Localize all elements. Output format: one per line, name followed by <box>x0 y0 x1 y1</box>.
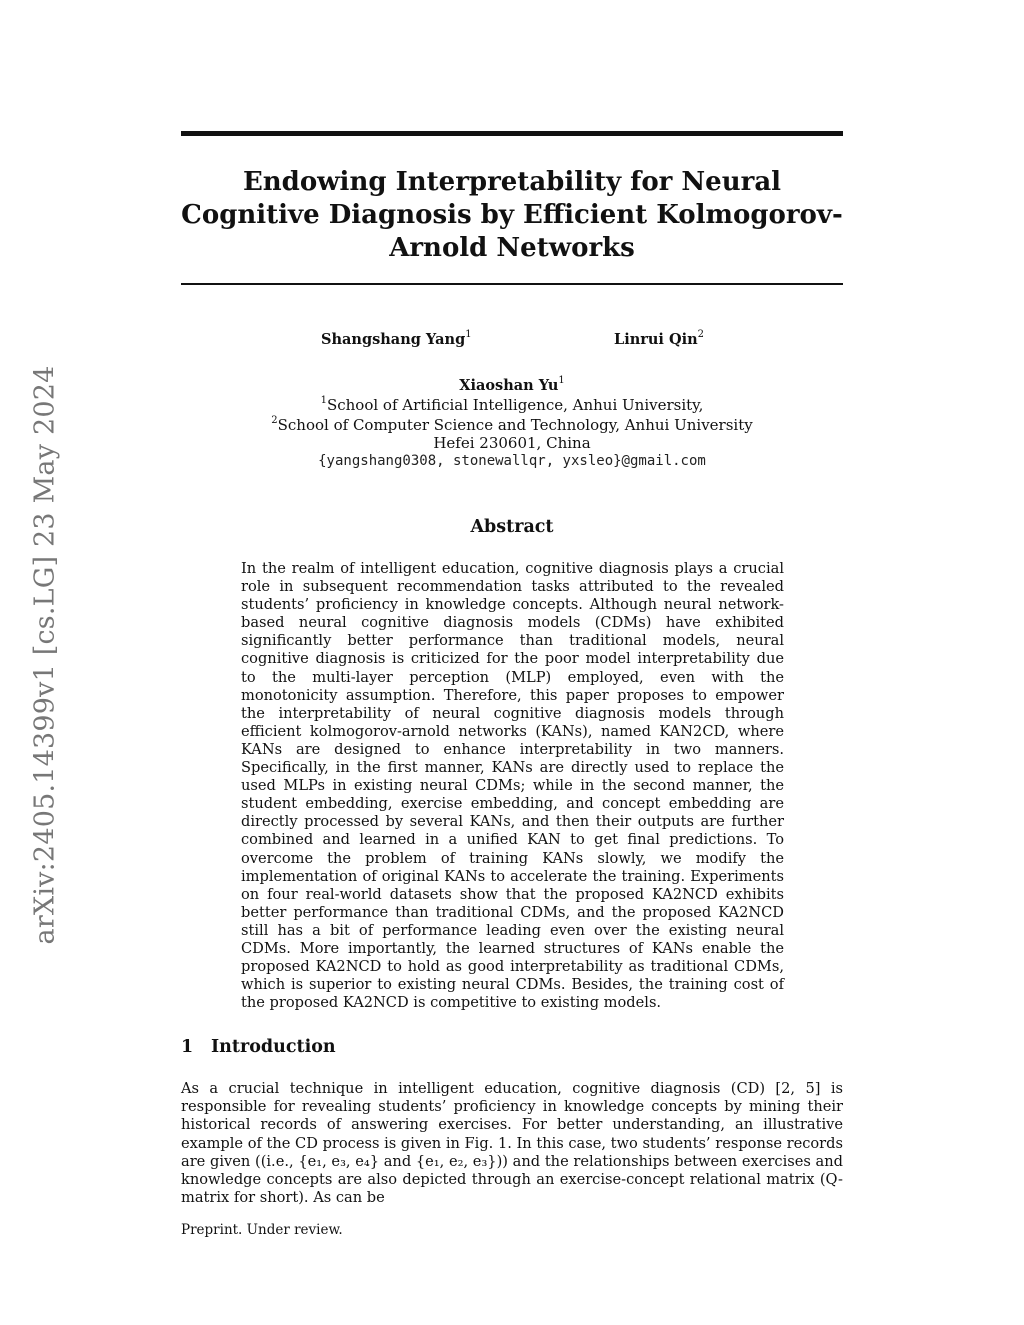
affiliation-text: School of Computer Science and Technology, Anhui University <box>277 416 753 434</box>
author-name: Shangshang Yang <box>321 330 466 348</box>
title-top-rule <box>181 131 843 136</box>
page-footer: Preprint. Under review. <box>181 1222 343 1238</box>
affiliation-1 <box>0 396 1024 414</box>
author-3 <box>0 376 1024 394</box>
author-name: Linrui Qin <box>614 330 698 348</box>
author-2 <box>614 330 704 348</box>
author-emails: {yangshang0308, stonewallqr, yxsleo}@gmail.com <box>318 453 706 469</box>
abstract-body: In the realm of intelligent education, cognitive diagnosis plays a crucial role in subsequent recommendation tasks attributed to the revealed students’ proficiency in knowledge concepts. Although neural network-based neural cognitive diagnosis models (CDMs) have exhibited significantly better performance than traditional models, neural cognitive diagnosis is criticized for the poor model interpretability due to the multi-layer perception (MLP) employed, even with the monotonicity assumption. Therefore, this paper proposes to empower the interpretability of neural cognitive diagnosis models through efficient kolmogorov-arnold networks (KANs), named KAN2CD, where KANs are designed to enhance interpretability in two manners. Specifically, in the first manner, KANs are directly used to replace the used MLPs in existing neural CDMs; while in the second manner, the student embedding, exercise embedding, and concept embedding are directly processed by several KANs, and then their outputs are further combined and learned in a unified KAN to get final predictions. To overcome the problem of training KANs slowly, we modify the implementation of original KANs to accelerate the training. Experiments on four real-world datasets show that the proposed KA2NCD exhibits better performance than traditional CDMs, and the proposed KA2NCD still has a bit of performance leading even over the existing neural CDMs. More importantly, the learned structures of KANs enable the proposed KA2NCD to hold as good interpretability as traditional CDMs, which is superior to existing neural CDMs. Besides, the training cost of the proposed KA2NCD is competitive to existing models. <box>241 560 784 1012</box>
section-heading-introduction <box>181 1037 336 1057</box>
title-bottom-rule <box>181 283 843 285</box>
arxiv-identifier-stamp: arXiv:2405.14399v1 [cs.LG] 23 May 2024 <box>29 365 61 945</box>
paper-title: Endowing Interpretability for Neural Cognitive Diagnosis by Efficient Kolmogorov-Arnold Networks <box>181 167 843 263</box>
affiliation-mark: 1 <box>558 375 565 386</box>
affiliation-text: School of Artificial Intelligence, Anhui University, <box>326 396 704 414</box>
affiliation-mark: 1 <box>320 395 327 406</box>
affiliation-2 <box>0 416 1024 434</box>
affiliation-location: Hefei 230601, China <box>433 434 591 452</box>
author-name: Xiaoshan Yu <box>459 376 559 394</box>
introduction-body: As a crucial technique in intelligent education, cognitive diagnosis (CD) [2, 5] is responsible for revealing students’ proficiency in knowledge concepts by mining their historical records of answering exercises. For better understanding, an illustrative example of the CD process is given in Fig. 1. In this case, two students’ response records are given ((i.e., {e₁, e₃, e₄} and {e₁, e₂, e₃})) and the relationships between exercises and knowledge concepts are also depicted through an exercise-concept relational matrix (Q-matrix for short). As can be <box>181 1080 843 1207</box>
section-title: Introduction <box>211 1037 336 1057</box>
affiliation-mark: 2 <box>697 329 705 340</box>
abstract-heading: Abstract <box>470 517 554 537</box>
affiliation-mark: 2 <box>271 415 278 426</box>
affiliation-mark: 1 <box>465 329 472 340</box>
section-number: 1 <box>181 1037 194 1057</box>
author-1 <box>321 330 472 348</box>
